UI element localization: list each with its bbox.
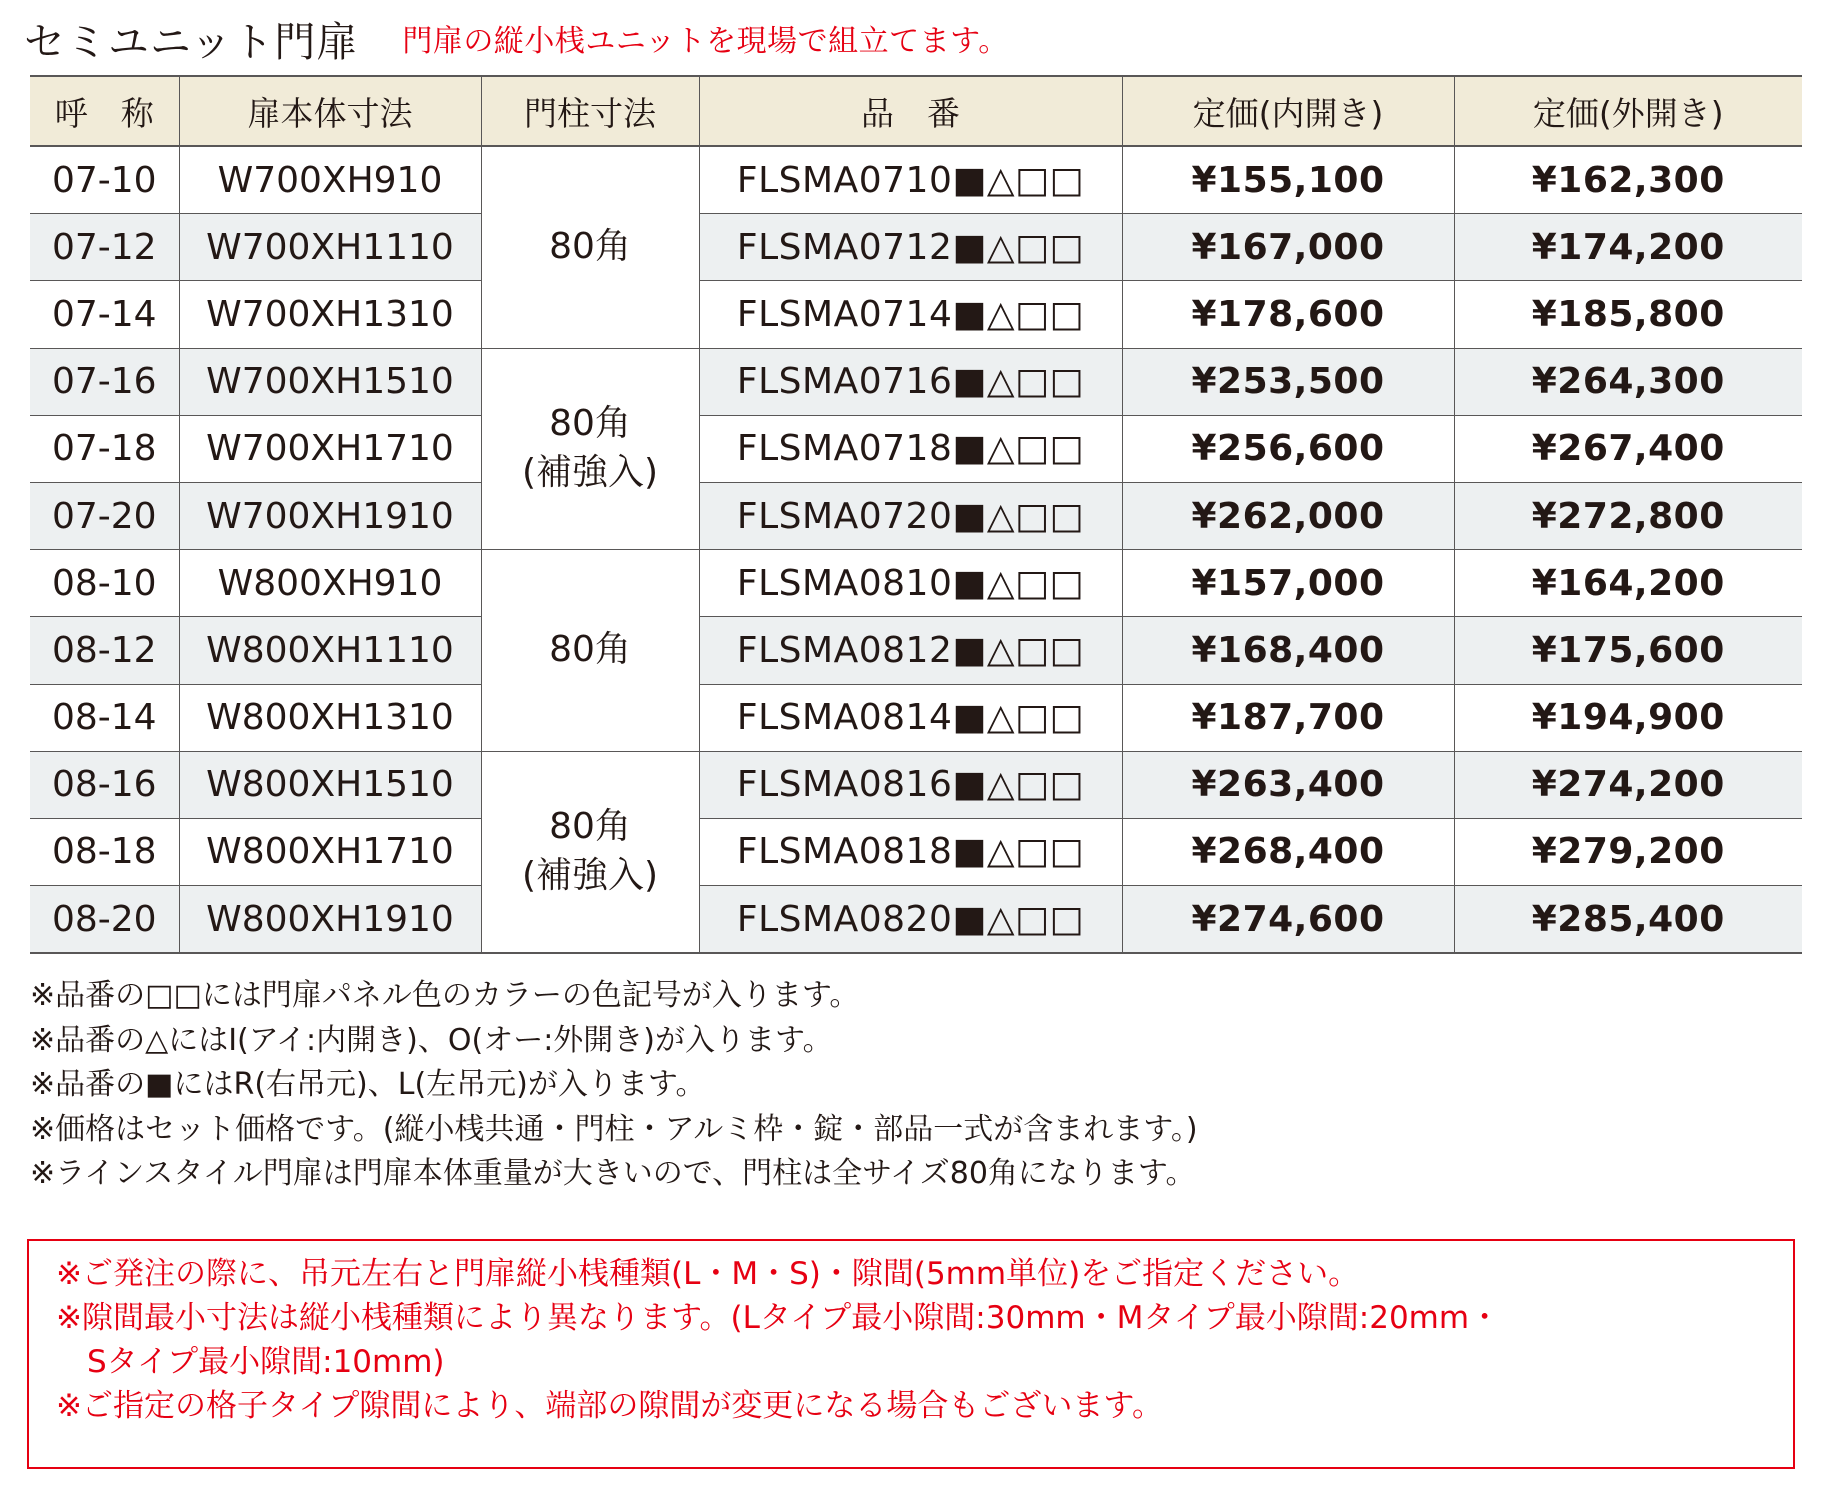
cell-size: W700XH1310: [179, 281, 481, 348]
cell-price-out: ¥185,800: [1454, 281, 1802, 348]
cell-price-in: ¥274,600: [1122, 886, 1454, 954]
post-line1: 80角: [549, 225, 631, 267]
cell-name: 08-14: [30, 684, 179, 751]
page-title: セミユニット門扉: [24, 18, 359, 66]
cell-price-in: ¥157,000: [1122, 550, 1454, 617]
cell-size: W800XH1310: [179, 684, 481, 751]
cell-post: [481, 146, 699, 348]
cell-post: [481, 751, 699, 953]
post-line1: 80角: [549, 629, 631, 671]
cell-price-in: ¥155,100: [1122, 146, 1454, 214]
cell-price-out: ¥175,600: [1454, 617, 1802, 684]
cell-price-out: ¥272,800: [1454, 482, 1802, 549]
table-row: [30, 214, 1802, 281]
table-row: [30, 482, 1802, 549]
cell-name: 07-18: [30, 415, 179, 482]
cell-size: W800XH1910: [179, 886, 481, 954]
post-line2: (補強入): [521, 451, 659, 493]
important-notice-box: [27, 1239, 1795, 1469]
cell-price-out: ¥274,200: [1454, 751, 1802, 818]
notes-list: [30, 974, 1198, 1197]
cell-price-out: ¥264,300: [1454, 348, 1802, 415]
cell-code: FLSMA0714■△□□: [699, 281, 1122, 348]
cell-code: FLSMA0712■△□□: [699, 214, 1122, 281]
cell-size: W800XH1110: [179, 617, 481, 684]
table-row: [30, 818, 1802, 885]
header-post: 門柱寸法: [481, 76, 699, 146]
cell-name: 08-16: [30, 751, 179, 818]
cell-price-out: ¥279,200: [1454, 818, 1802, 885]
cell-price-in: ¥268,400: [1122, 818, 1454, 885]
table-row: [30, 415, 1802, 482]
cell-price-out: ¥164,200: [1454, 550, 1802, 617]
table-row: [30, 617, 1802, 684]
cell-name: 08-18: [30, 818, 179, 885]
price-table: [30, 75, 1802, 954]
notice-item: Sタイプ最小隙間:10mm): [87, 1344, 445, 1380]
notice-item: ※隙間最小寸法は縦小桟種類により異なります。(Lタイプ最小隙間:30mm・Mタイプ最小隙間:20mm・: [56, 1300, 1501, 1336]
cell-post: [481, 348, 699, 550]
cell-name: 07-16: [30, 348, 179, 415]
table-row: [30, 886, 1802, 954]
cell-price-in: ¥178,600: [1122, 281, 1454, 348]
cell-price-out: ¥267,400: [1454, 415, 1802, 482]
cell-name: 08-12: [30, 617, 179, 684]
cell-price-in: ¥167,000: [1122, 214, 1454, 281]
cell-name: 07-12: [30, 214, 179, 281]
cell-price-out: ¥194,900: [1454, 684, 1802, 751]
cell-code: FLSMA0718■△□□: [699, 415, 1122, 482]
cell-name: 07-14: [30, 281, 179, 348]
note-item: ※価格はセット価格です。(縦小桟共通・門柱・アルミ枠・錠・部品一式が含まれます。): [30, 1111, 1198, 1147]
cell-price-in: ¥256,600: [1122, 415, 1454, 482]
cell-size: W700XH1110: [179, 214, 481, 281]
cell-code: FLSMA0716■△□□: [699, 348, 1122, 415]
table-row: [30, 550, 1802, 617]
note-item: ※品番の□□には門扉パネル色のカラーの色記号が入ります。: [30, 978, 860, 1013]
cell-price-in: ¥262,000: [1122, 482, 1454, 549]
post-line1: 80角: [549, 403, 631, 445]
post-line2: (補強入): [521, 854, 659, 896]
cell-size: W700XH1510: [179, 348, 481, 415]
note-item: ※品番の△にはI(アイ:内開き)、O(オー:外開き)が入ります。: [30, 1022, 833, 1058]
note-item: ※品番の■にはR(右吊元)、L(左吊元)が入ります。: [30, 1067, 706, 1102]
header-code: 品 番: [699, 76, 1122, 146]
notice-item: ※ご指定の格子タイプ隙間により、端部の隙間が変更になる場合もございます。: [56, 1388, 1163, 1424]
cell-price-in: ¥187,700: [1122, 684, 1454, 751]
title-row: [24, 12, 1009, 68]
cell-size: W800XH910: [179, 550, 481, 617]
post-line1: 80角: [549, 806, 631, 848]
cell-price-out: ¥162,300: [1454, 146, 1802, 214]
cell-size: W700XH910: [179, 146, 481, 214]
header-size: 扉本体寸法: [179, 76, 481, 146]
cell-code: FLSMA0814■△□□: [699, 684, 1122, 751]
cell-size: W700XH1710: [179, 415, 481, 482]
cell-code: FLSMA0820■△□□: [699, 886, 1122, 954]
cell-code: FLSMA0812■△□□: [699, 617, 1122, 684]
table-row: [30, 281, 1802, 348]
header-name: 呼 称: [30, 76, 179, 146]
notice-item: ※ご発注の際に、吊元左右と門扉縦小桟種類(L・M・S)・隙間(5mm単位)をご指定ください。: [56, 1256, 1360, 1292]
table-row: [30, 684, 1802, 751]
cell-code: FLSMA0818■△□□: [699, 818, 1122, 885]
note-item: ※ラインスタイル門扉は門扉本体重量が大きいので、門柱は全サイズ80角になります。: [30, 1156, 1196, 1191]
cell-code: FLSMA0720■△□□: [699, 482, 1122, 549]
cell-price-in: ¥168,400: [1122, 617, 1454, 684]
cell-size: W800XH1510: [179, 751, 481, 818]
cell-price-in: ¥253,500: [1122, 348, 1454, 415]
notice-list: [56, 1252, 1500, 1428]
header-price-in: 定価(内開き): [1122, 76, 1454, 146]
cell-code: FLSMA0810■△□□: [699, 550, 1122, 617]
table-header-row: [30, 76, 1802, 146]
page-subtitle: 門扉の縦小桟ユニットを現場で組立てます。: [402, 24, 1009, 59]
cell-price-in: ¥263,400: [1122, 751, 1454, 818]
cell-post: [481, 550, 699, 752]
cell-name: 08-10: [30, 550, 179, 617]
cell-code: FLSMA0816■△□□: [699, 751, 1122, 818]
cell-code: FLSMA0710■△□□: [699, 146, 1122, 214]
cell-name: 08-20: [30, 886, 179, 954]
cell-price-out: ¥285,400: [1454, 886, 1802, 954]
header-price-out: 定価(外開き): [1454, 76, 1802, 146]
table-row: [30, 751, 1802, 818]
cell-size: W700XH1910: [179, 482, 481, 549]
cell-name: 07-20: [30, 482, 179, 549]
table-row: [30, 348, 1802, 415]
cell-name: 07-10: [30, 146, 179, 214]
cell-size: W800XH1710: [179, 818, 481, 885]
table-row: [30, 146, 1802, 214]
cell-price-out: ¥174,200: [1454, 214, 1802, 281]
